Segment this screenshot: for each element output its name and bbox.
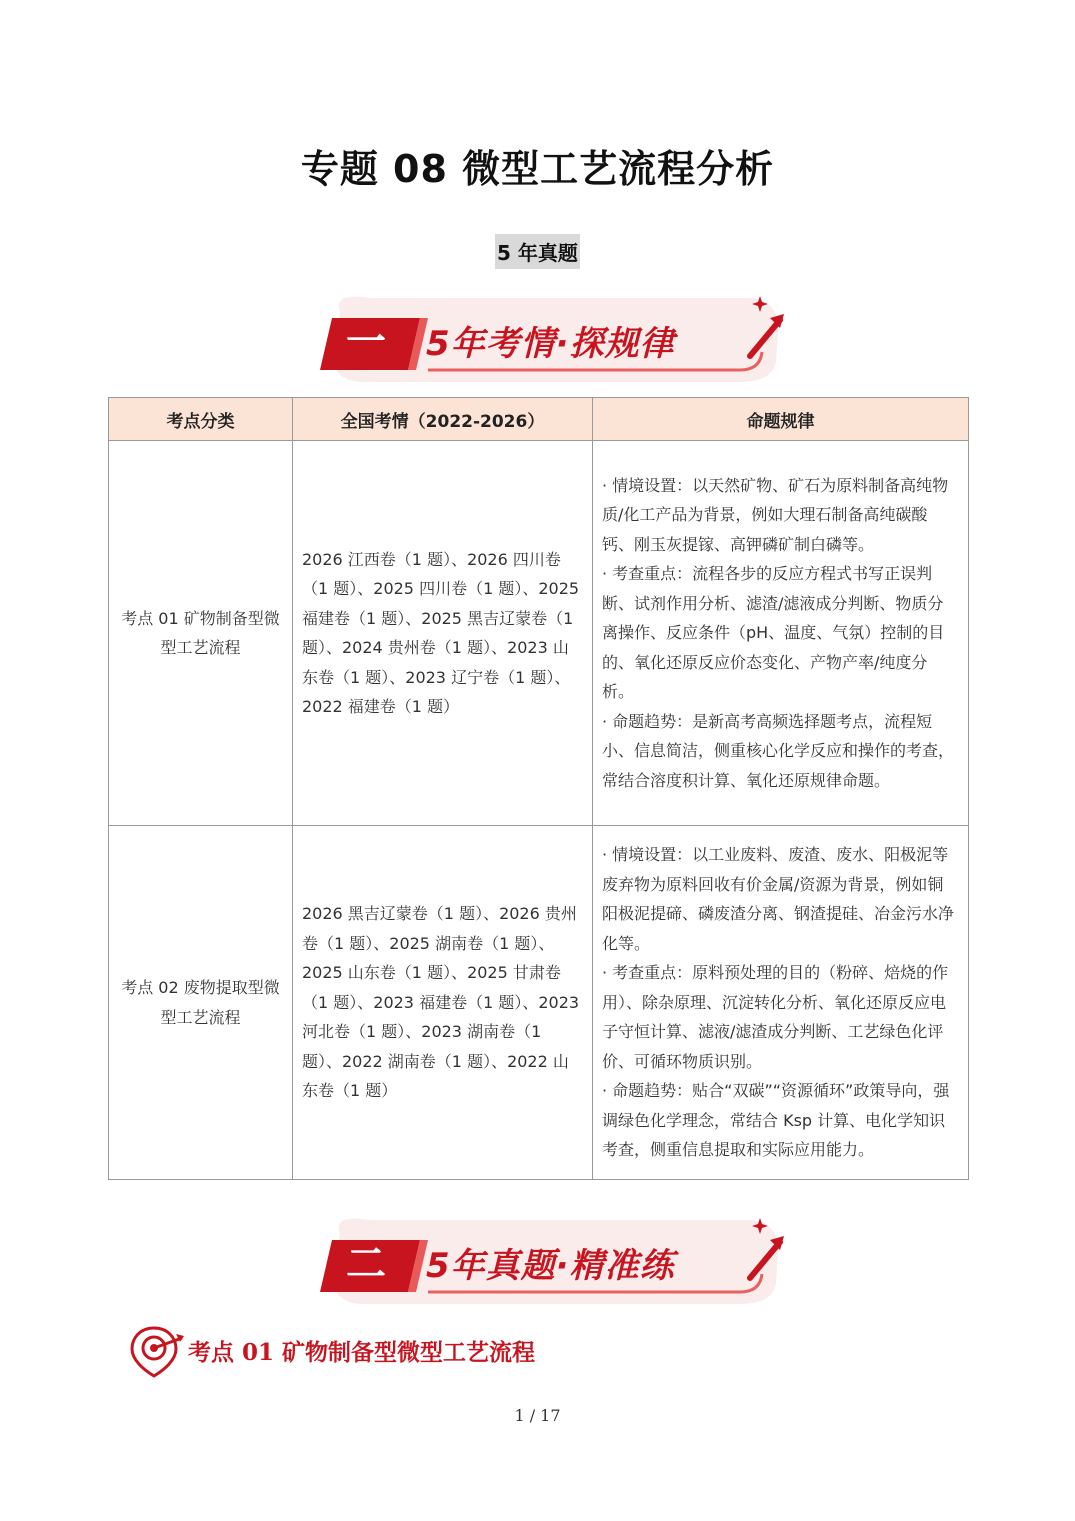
rules-cell <box>593 441 969 826</box>
rule-paragraph: · 考查重点：流程各步的反应方程式书写正误判断、试剂作用分析、滤渣/滤液成分判断、物质分离操作、反应条件（pH、温度、气氛）控制的目的、氧化还原反应价态变化、产物产率/纯度分析。 <box>602 564 945 702</box>
exams-cell: 2026 江西卷（1 题）、2026 四川卷（1 题）、2025 四川卷（1 题）、2025 福建卷（1 题）、2025 黑吉辽蒙卷（1 题）、2024 贵州卷（1 题）、2023 山东卷（1 题）、2023 辽宁卷（1 题）、2022 福建卷（1 题） <box>293 441 593 826</box>
banner-number: 二 <box>346 1241 386 1287</box>
subtitle-wrap <box>0 234 1075 269</box>
exams-cell: 2026 黑吉辽蒙卷（1 题）、2026 贵州卷（1 题）、2025 湖南卷（1 题）、2025 山东卷（1 题）、2025 甘肃卷（1 题）、2023 福建卷（1 题）、2023 河北卷（1 题）、2023 湖南卷（1 题）、2022 湖南卷（1 题）、2022 山东卷（1 题） <box>293 826 593 1180</box>
category-cell: 考点 02 废物提取型微型工艺流程 <box>109 826 293 1180</box>
banner-number: 一 <box>346 319 386 365</box>
page-number: 1 / 17 <box>514 1406 561 1425</box>
rules-cell <box>593 826 969 1180</box>
table-header-row <box>109 398 969 441</box>
rule-paragraph: · 命题趋势：贴合“双碳”“资源循环”政策导向，强调绿色化学理念，常结合 Ksp 计算、电化学知识考查，侧重信息提取和实际应用能力。 <box>602 1081 950 1160</box>
rule-paragraph: · 考查重点：原料预处理的目的（粉碎、焙烧的作用）、除杂原理、沉淀转化分析、氧化还原反应电子守恒计算、滤液/滤渣成分判断、工艺绿色化评价、可循环物质识别。 <box>602 963 949 1071</box>
header-exams: 全国考情（2022-2026） <box>293 398 593 441</box>
table-row <box>109 826 969 1180</box>
banner-text: 5年真题·精准练 <box>426 1246 675 1286</box>
header-category: 考点分类 <box>109 398 293 441</box>
page-title: 专题 08 微型工艺流程分析 <box>300 147 775 191</box>
rule-paragraph: · 情境设置：以工业废料、废渣、废水、阳极泥等废弃物为原料回收有价金属/资源为背景，例如铜阳极泥提碲、磷废渣分离、钢渣提硅、冶金污水净化等。 <box>602 845 955 953</box>
subtitle: 5 年真题 <box>495 234 580 269</box>
exam-analysis-table <box>108 397 969 1180</box>
banner-text: 5年考情·探规律 <box>426 324 675 364</box>
target-pin-icon <box>130 1324 186 1378</box>
header-rules: 命题规律 <box>593 398 969 441</box>
table-row <box>109 441 969 826</box>
banner-section-1 <box>310 292 790 388</box>
category-cell: 考点 01 矿物制备型微型工艺流程 <box>109 441 293 826</box>
banner-section-2 <box>310 1214 790 1310</box>
section-label: 考点 01 矿物制备型微型工艺流程 <box>188 1339 536 1366</box>
rule-paragraph: · 命题趋势：是新高考高频选择题考点，流程短小、信息简洁，侧重核心化学反应和操作的考查，常结合溶度积计算、氧化还原规律命题。 <box>602 711 955 790</box>
rule-paragraph: · 情境设置：以天然矿物、矿石为原料制备高纯物质/化工产品为背景，例如大理石制备高纯碳酸钙、刚玉灰提镓、高钾磷矿制白磷等。 <box>602 475 949 554</box>
